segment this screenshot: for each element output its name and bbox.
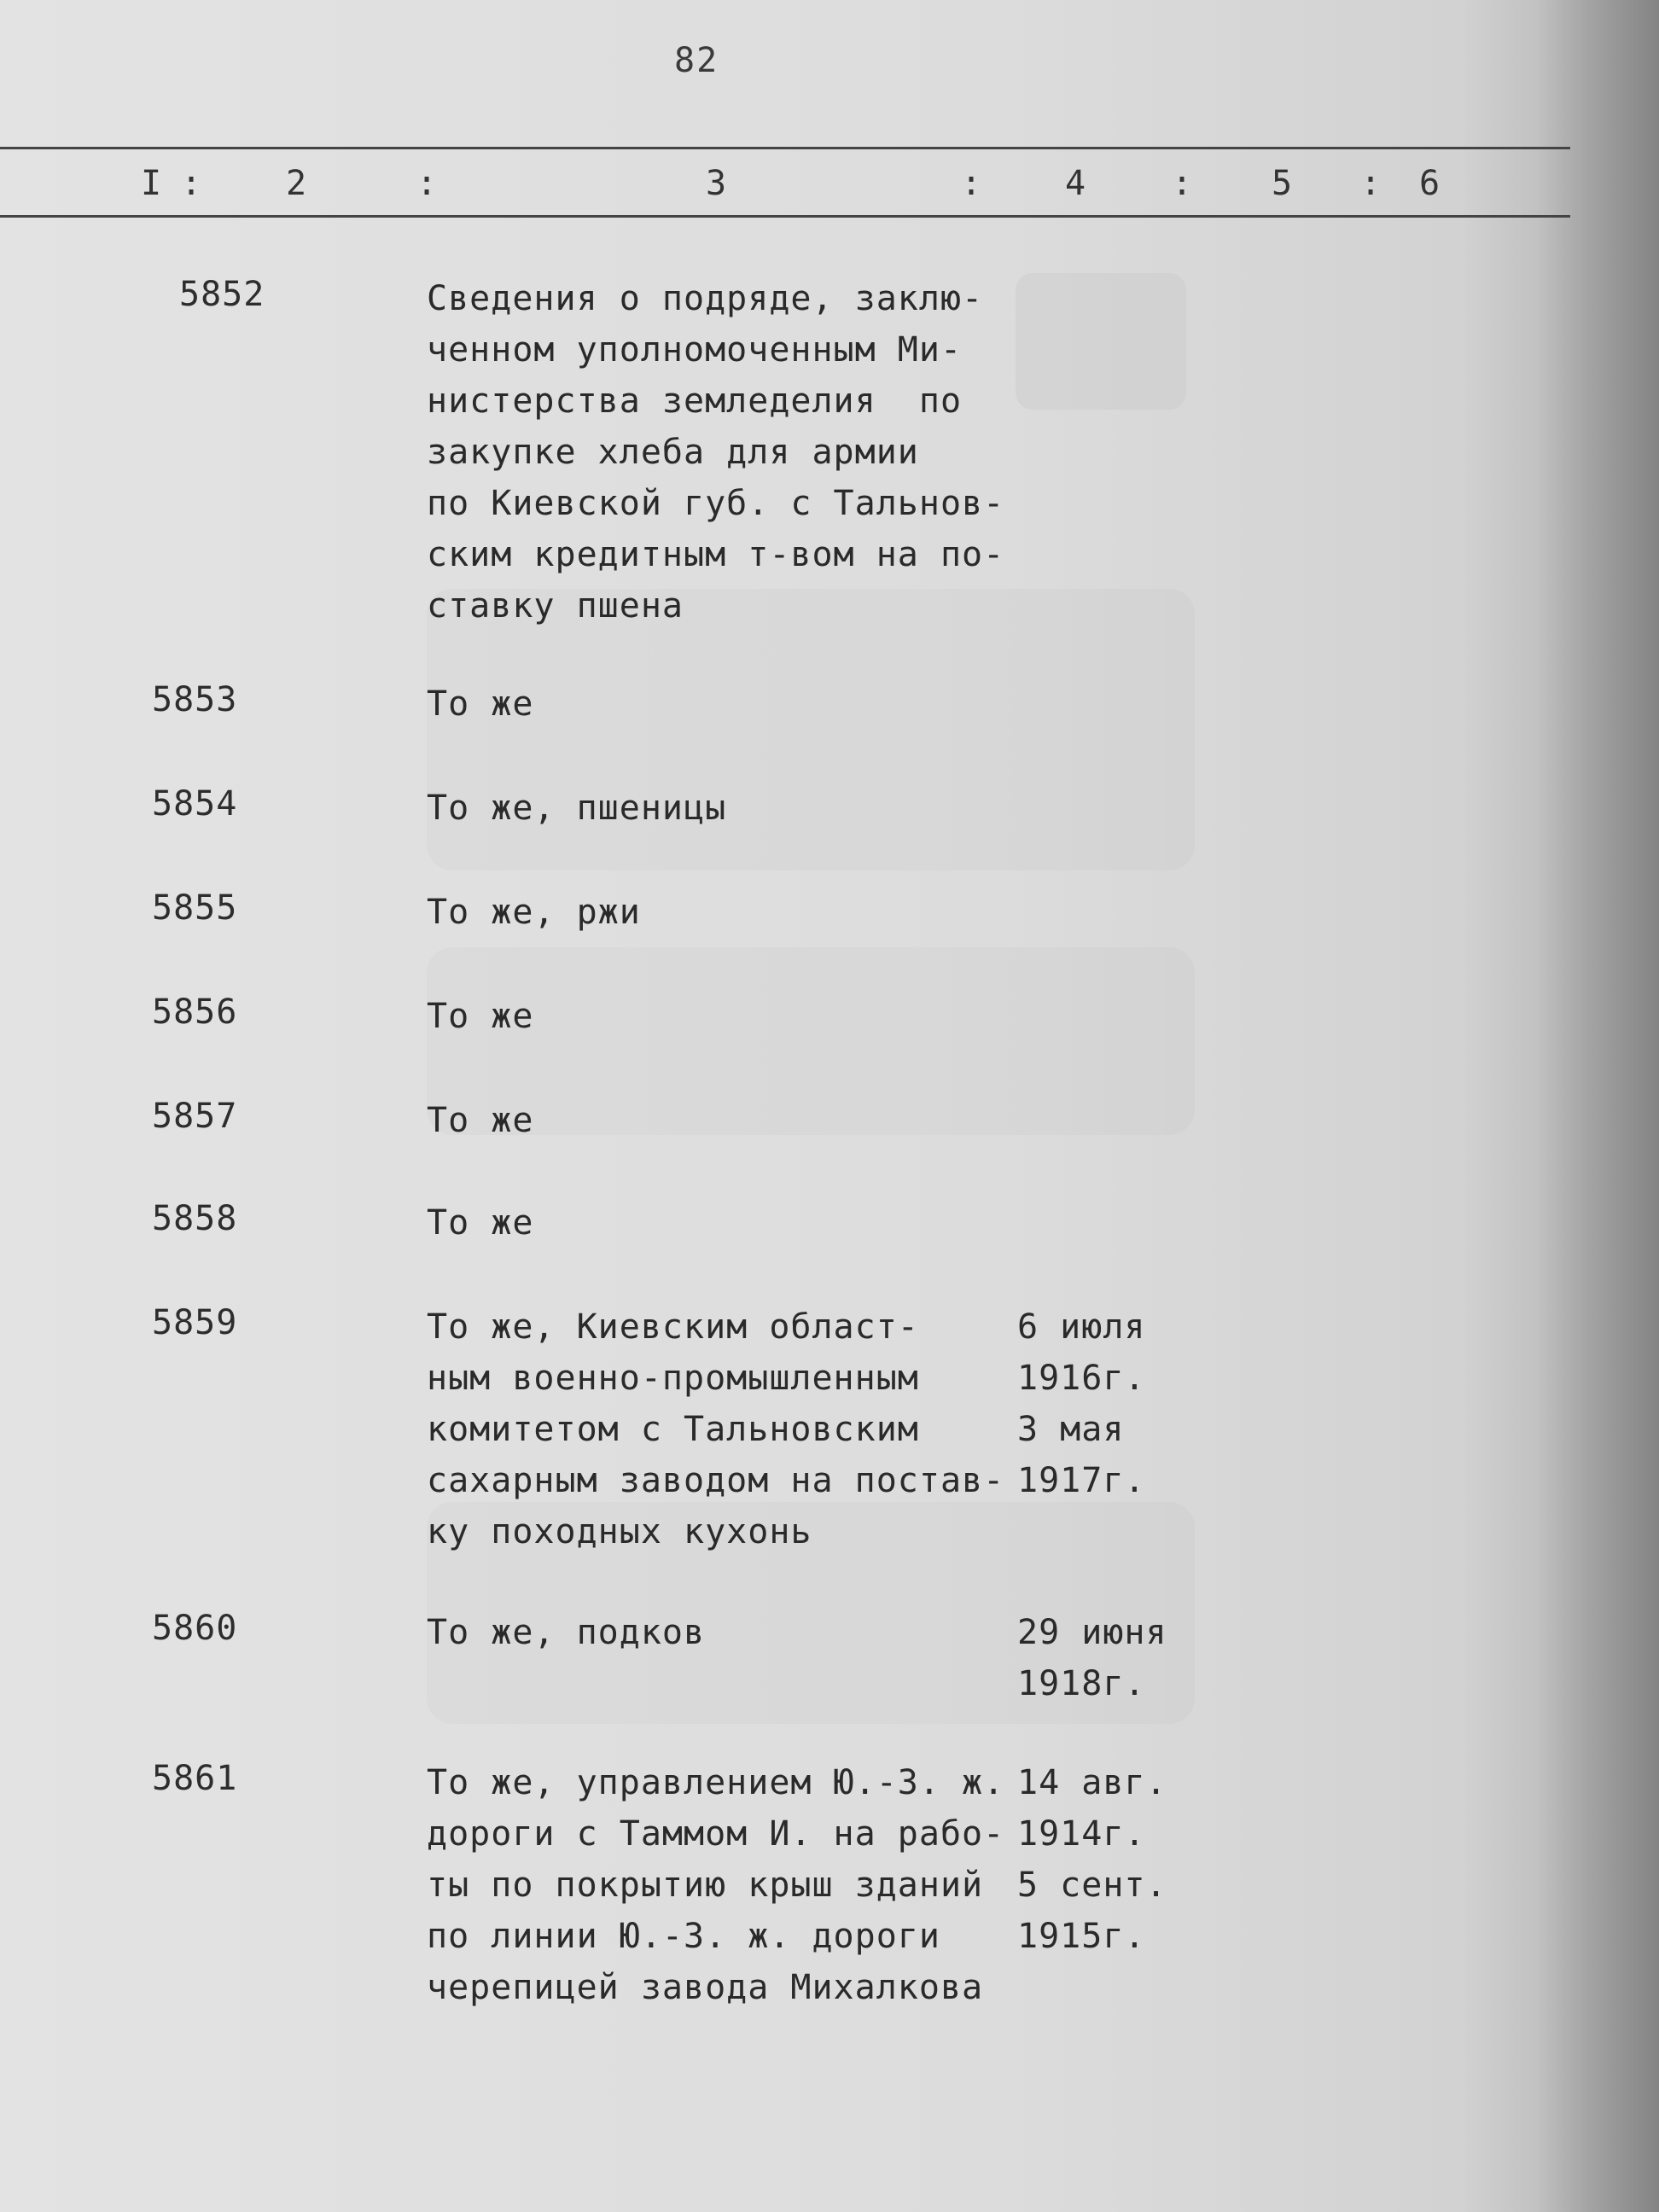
- entry-number: 5852: [179, 275, 265, 314]
- column-header-5: 5: [1272, 164, 1293, 203]
- entry-description: То же, пшеницы: [427, 789, 727, 828]
- column-separator: :: [1172, 164, 1193, 203]
- header-bottom-rule: [0, 215, 1570, 218]
- bleed-through-smudge: [1016, 273, 1186, 410]
- entry-number: 5855: [152, 888, 238, 928]
- entry-dates: 14 авг. 1914г. 5 сент. 1915г.: [1017, 1763, 1167, 1956]
- column-separator: :: [1360, 164, 1382, 203]
- entry-description: То же: [427, 1203, 534, 1243]
- entry-number: 5853: [152, 680, 238, 719]
- page-number: 82: [674, 41, 719, 80]
- column-header-1: I: [141, 164, 162, 203]
- entry-description: То же, Киевским област- ным военно-промышленным комитетом с Тальновским сахарным заводом на постав- ку походных кухонь: [427, 1307, 1005, 1551]
- entry-number: 5858: [152, 1199, 238, 1238]
- entry-dates: 29 июня 1918г.: [1017, 1613, 1167, 1703]
- column-separator: :: [961, 164, 982, 203]
- page-edge-shadow: [1536, 0, 1659, 2212]
- header-top-rule: [0, 147, 1570, 149]
- entry-number: 5860: [152, 1609, 238, 1648]
- entry-number: 5856: [152, 992, 238, 1032]
- entry-number: 5854: [152, 784, 238, 824]
- column-separator: :: [181, 164, 202, 203]
- column-header-2: 2: [286, 164, 307, 203]
- entry-description: То же: [427, 1101, 534, 1140]
- entry-dates: 6 июля 1916г. 3 мая 1917г.: [1017, 1307, 1146, 1500]
- entry-description: То же: [427, 684, 534, 724]
- column-header-6: 6: [1419, 164, 1441, 203]
- column-header-4: 4: [1065, 164, 1086, 203]
- entry-description: То же: [427, 997, 534, 1036]
- entry-number: 5861: [152, 1759, 238, 1798]
- entry-description: Сведения о подряде, заклю- ченном уполномоченным Ми- нистерства земледелия по закупке хлеба для армии по Киевской губ. с Тальнов- ским кредитным т-вом на по- ставку пшена: [427, 279, 1005, 626]
- entry-description: То же, подков: [427, 1613, 706, 1652]
- column-separator: :: [416, 164, 438, 203]
- column-header-3: 3: [706, 164, 727, 203]
- entry-number: 5859: [152, 1303, 238, 1342]
- entry-description: То же, ржи: [427, 893, 641, 932]
- entry-description: То же, управлением Ю.-З. ж. дороги с Таммом И. на рабо- ты по покрытию крыш зданий по линии Ю.-З. ж. дороги черепицей завода Михалкова: [427, 1763, 1005, 2007]
- entry-number: 5857: [152, 1097, 238, 1136]
